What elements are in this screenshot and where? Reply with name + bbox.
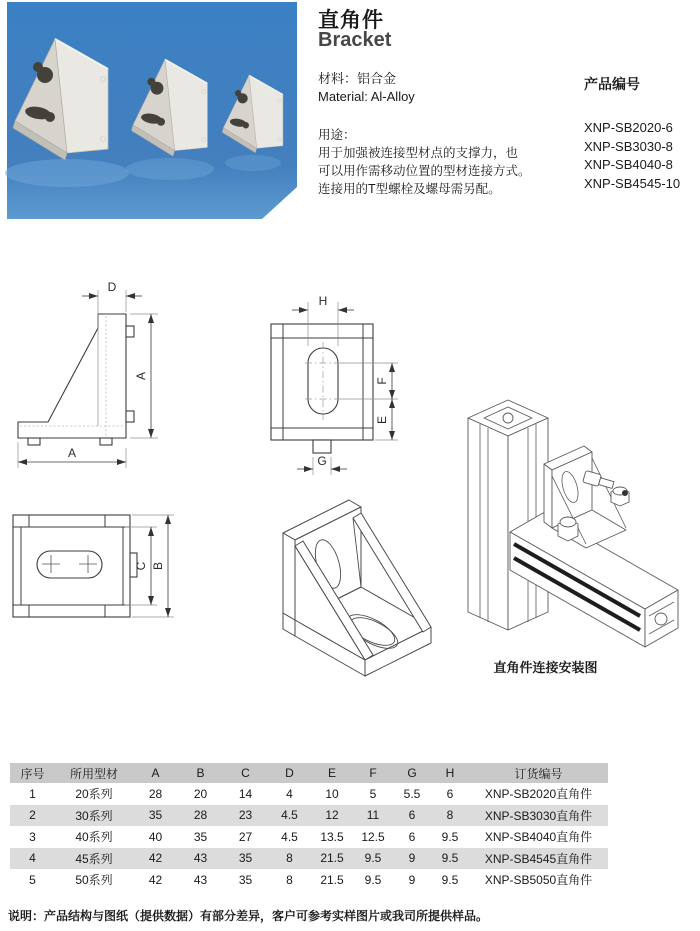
cell-index: 5 [29,872,36,887]
cell-index: 2 [29,808,36,823]
cell-a: 42 [148,872,163,887]
material-en: Material: Al-Alloy [318,89,415,104]
usage-block [318,126,568,198]
dim-label-c: C [134,561,148,571]
cell-g: 6 [408,808,416,823]
cell-c: 35 [238,851,253,866]
cell-b: 35 [193,829,208,844]
spec-table-head [10,763,608,783]
cell-index: 4 [29,851,36,866]
dim-label-d: D [107,280,117,294]
product-code: XNP-SB4545-10 [584,175,681,191]
cell-d: 4.5 [281,829,298,844]
cell-b: 43 [193,851,208,866]
cell-g: 9 [408,851,416,866]
cell-d: 8 [286,851,293,866]
cell-a: 42 [148,851,163,866]
top-view-drawing [5,493,180,638]
spec-header-cell: A [133,763,178,783]
cell-e: 13.5 [320,829,344,844]
cell-order-code: XNP-SB4545直角件 [484,851,593,866]
cell-h: 9.5 [441,872,459,887]
cell-d: 8 [286,872,293,887]
footer-note: 说明：产品结构与图纸（提供数据）有部分差异，客户可参考实样图片或我司所提供样品。 [8,909,489,923]
cell-series: 40系列 [75,830,113,845]
page-title-en: Bracket [318,29,392,51]
usage-label: 用途： [318,128,356,142]
spec-header-cell: F [353,763,393,783]
cell-h: 8 [446,808,454,823]
spec-header-row [10,763,608,783]
usage-line: 连接用的T型螺栓及螺母需另配。 [318,182,501,196]
cell-b: 28 [193,808,208,823]
spec-header-cell: B [178,763,223,783]
cell-series: 50系列 [75,873,113,888]
spec-table [10,763,608,891]
cell-series: 30系列 [75,808,113,823]
front-view-drawing [243,276,405,480]
cell-f: 9.5 [364,851,382,866]
cell-order-code: XNP-SB4040直角件 [484,830,593,845]
spec-header-cell: 订货编号 [469,763,608,783]
cell-f: 11 [366,808,380,823]
cell-g: 9 [408,872,416,887]
spec-header-cell: H [431,763,469,783]
cell-order-code: XNP-SB5050直角件 [484,873,593,888]
cell-index: 3 [29,829,36,844]
cell-e: 10 [325,786,339,801]
cell-g: 6 [408,829,416,844]
product-code: XNP-SB4040-8 [584,157,673,172]
cell-c: 23 [238,808,253,823]
cell-h: 9.5 [441,829,459,844]
cell-g: 5.5 [403,786,421,801]
spec-header-cell: D [268,763,311,783]
cell-order-code: XNP-SB2020直角件 [484,787,593,802]
cell-series: 45系列 [75,851,113,866]
product-code-list [584,119,680,193]
table-row [10,805,608,827]
spec-table-wrap [10,763,608,891]
table-row [10,826,608,848]
dim-label-f: F [375,377,389,385]
usage-lines [318,144,568,198]
cell-d: 4 [286,786,293,801]
page-title-cn: 直角件 [318,9,384,32]
cell-d: 4.5 [281,808,298,823]
table-row [10,848,608,870]
spec-header-cell: E [311,763,353,783]
isometric-drawing [243,480,448,680]
dim-label-g: G [317,454,327,468]
side-view-drawing [8,276,166,476]
spec-header-cell: 所用型材 [55,763,133,783]
cell-c: 14 [238,786,253,801]
table-row [10,869,608,891]
material-cn: 材料：铝合金 [318,71,397,86]
cell-e: 12 [325,808,339,823]
cell-f: 5 [369,786,377,801]
cell-f: 9.5 [364,872,382,887]
spec-header-cell: G [393,763,431,783]
cell-c: 35 [238,872,253,887]
dim-label-a-bottom: A [67,446,77,460]
cell-index: 1 [29,786,36,801]
cell-h: 6 [446,786,454,801]
cell-e: 21.5 [320,872,344,887]
cell-b: 20 [193,786,208,801]
dim-label-a-right: A [134,371,148,381]
material-block [318,70,415,106]
cell-c: 27 [238,829,253,844]
dim-label-h: H [318,294,328,308]
cell-series: 20系列 [75,787,113,802]
cell-order-code: XNP-SB3030直角件 [484,808,593,823]
product-photo [5,1,299,228]
dim-label-b: B [151,561,165,571]
product-code-label: 产品编号 [584,76,640,92]
cell-b: 43 [193,872,208,887]
cell-f: 12.5 [361,829,385,844]
cell-a: 35 [148,808,163,823]
cell-a: 28 [148,786,163,801]
dim-label-e: E [375,415,389,425]
product-photo-art [5,1,299,223]
assembly-caption: 直角件连接安装图 [493,660,598,675]
spec-header-cell: C [223,763,268,783]
table-row [10,783,608,805]
cell-h: 9.5 [441,851,459,866]
usage-line: 用于加强被连接型材点的支撑力，也 [318,146,519,160]
product-code: XNP-SB2020-6 [584,120,673,135]
assembly-drawing [450,372,700,658]
usage-line: 可以用作需移动位置的型材连接方式。 [318,164,531,178]
spec-header-cell: 序号 [10,763,55,783]
product-code: XNP-SB3030-8 [584,138,673,154]
spec-table-body [10,783,608,891]
cell-a: 40 [148,829,163,844]
cell-e: 21.5 [320,851,344,866]
